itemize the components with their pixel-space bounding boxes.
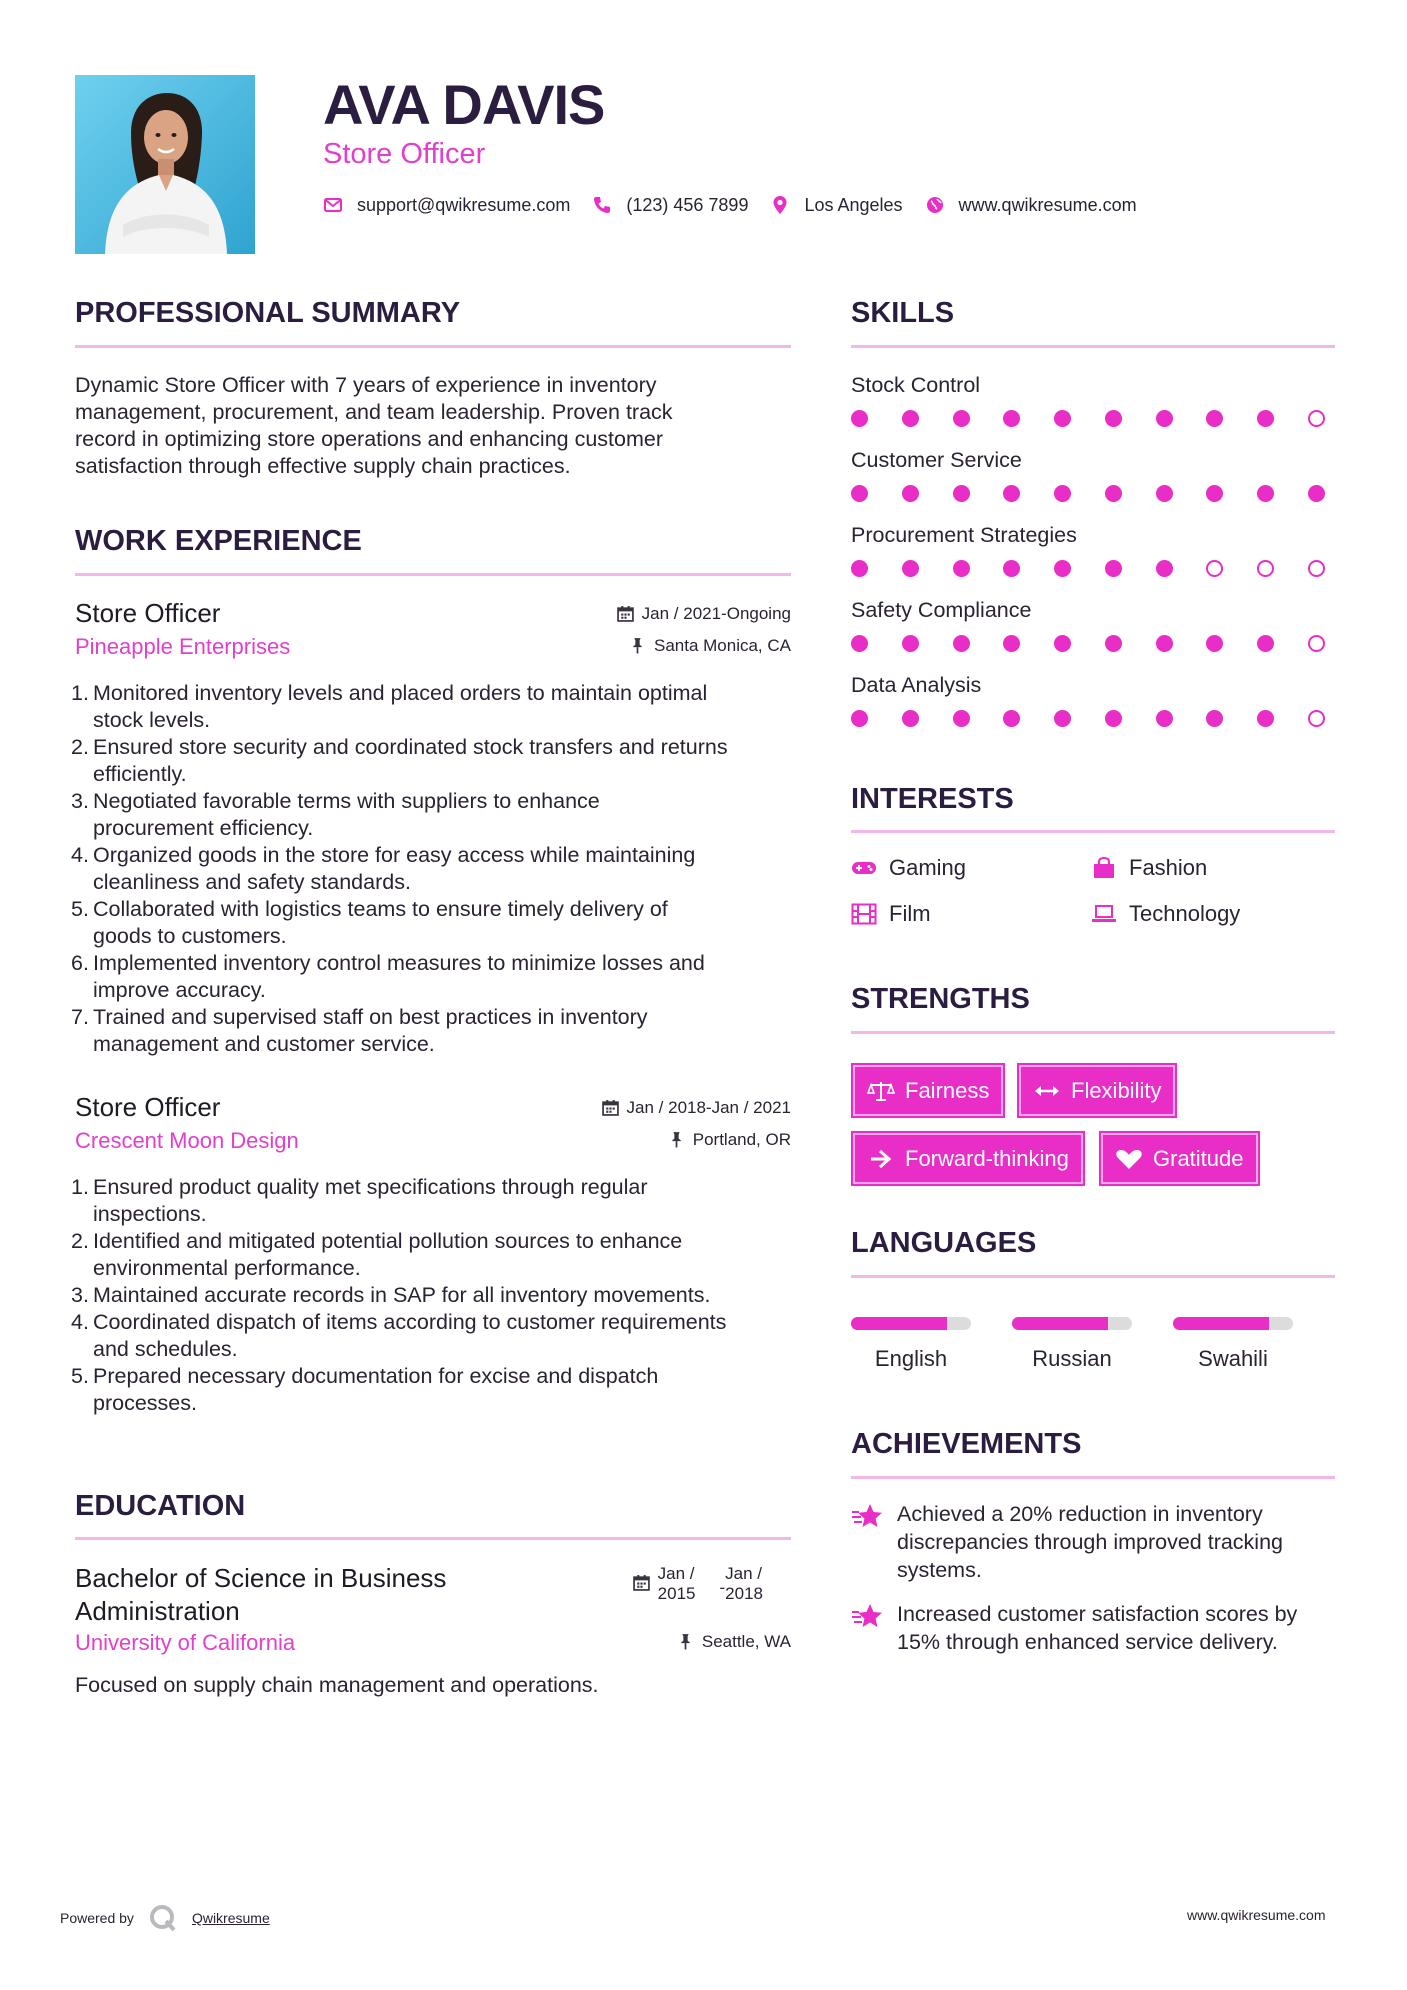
languages-list	[851, 1317, 1334, 1372]
rating-dot-empty	[1308, 710, 1325, 727]
job-date-text: Jan / 2018-Jan / 2021	[626, 1097, 791, 1117]
globe-icon	[925, 195, 945, 215]
rating-dot-filled	[1156, 710, 1173, 727]
job-duties	[71, 1174, 791, 1417]
rating-dot-filled	[1054, 560, 1071, 577]
rating-dot-empty	[1308, 635, 1325, 652]
company-name: Pineapple Enterprises	[75, 634, 291, 659]
job-location	[629, 636, 791, 656]
rating-dot-filled	[851, 560, 868, 577]
rating-dot-filled	[1105, 710, 1122, 727]
language-level-bar	[1173, 1317, 1293, 1330]
footer-url[interactable]: www.qwikresume.com	[1187, 1907, 1326, 1923]
contact-phone[interactable]: (123) 456 7899	[626, 194, 749, 215]
summary-line: satisfaction through effective supply chain practices.	[75, 454, 571, 478]
skill-rating	[851, 635, 1325, 652]
strength-tag: Gratitude	[1101, 1133, 1258, 1184]
skill-name: Stock Control	[851, 373, 981, 397]
profile-photo	[75, 75, 255, 254]
rating-dot-filled	[1206, 485, 1223, 502]
pushpin-icon	[629, 637, 646, 654]
rating-dot-filled	[1105, 635, 1122, 652]
skills-divider	[851, 345, 1335, 348]
summary-text	[75, 372, 791, 480]
pushpin-icon	[677, 1633, 694, 1650]
laptop-icon	[1091, 903, 1117, 925]
rating-dot-filled	[902, 710, 919, 727]
rating-dot-filled	[1003, 485, 1020, 502]
strength-tag: Fairness	[853, 1065, 1003, 1116]
skill-item	[851, 523, 1335, 598]
pushpin-icon	[668, 1131, 685, 1148]
person-portrait-icon	[75, 75, 255, 254]
qwikresume-link[interactable]: Qwikresume	[191, 1910, 270, 1926]
rating-dot-empty	[1206, 560, 1223, 577]
list-item: 1. Monitored inventory levels and placed orders to maintain optimal stock levels.	[71, 681, 708, 732]
rating-dot-empty	[1308, 560, 1325, 577]
strength-tag: Flexibility	[1019, 1065, 1175, 1116]
list-item: 4. Organized goods in the store for easy access while maintaining cleanliness and safety standards.	[71, 843, 696, 894]
strengths-divider	[851, 1031, 1335, 1034]
contact-website[interactable]: www.qwikresume.com	[958, 194, 1137, 215]
education-note: Focused on supply chain management and operations.	[75, 1673, 599, 1697]
list-item: 2. Identified and mitigated potential pollution sources to enhance environmental performance.	[71, 1229, 683, 1280]
rating-dot-filled	[953, 485, 970, 502]
qwikresume-logo-icon	[148, 1903, 178, 1933]
list-item: 3. Maintained accurate records in SAP for all inventory movements.	[71, 1283, 711, 1307]
arrow-right-icon	[867, 1148, 895, 1170]
rating-dot-filled	[1054, 710, 1071, 727]
rating-dot-filled	[1003, 560, 1020, 577]
star-icon	[851, 1502, 883, 1532]
candidate-name: AVA DAVIS	[323, 73, 605, 136]
skill-item	[851, 673, 1335, 748]
interest-item: Film	[851, 901, 931, 927]
job-date-text: Jan / 2021-Ongoing	[641, 603, 791, 623]
achievements-heading: ACHIEVEMENTS	[851, 1428, 1082, 1460]
rating-dot-filled	[851, 410, 868, 427]
skill-name: Data Analysis	[851, 673, 982, 697]
list-item: 3. Negotiated favorable terms with suppliers to enhance procurement efficiency.	[71, 789, 600, 840]
envelope-icon	[323, 195, 343, 215]
rating-dot-filled	[1003, 410, 1020, 427]
achievement-text: Increased customer satisfaction scores by 15% through enhanced service delivery.	[897, 1602, 1298, 1654]
achievements-divider	[851, 1476, 1335, 1479]
rating-dot-filled	[902, 635, 919, 652]
calendar-icon	[602, 1099, 619, 1116]
rating-dot-filled	[1105, 560, 1122, 577]
rating-dot-filled	[1156, 560, 1173, 577]
achievement-item	[851, 1600, 1335, 1656]
education-entry	[75, 1562, 791, 1699]
skill-name: Customer Service	[851, 448, 1022, 472]
experience-divider	[75, 573, 791, 576]
education-date-separator: -	[719, 1578, 726, 1597]
rating-dot-empty	[1257, 560, 1274, 577]
job-entry	[71, 598, 791, 1058]
rating-dot-filled	[1257, 485, 1274, 502]
rating-dot-filled	[1257, 410, 1274, 427]
rating-dot-filled	[953, 560, 970, 577]
language-level-fill	[1012, 1317, 1108, 1330]
language-name: Russian	[1032, 1346, 1112, 1371]
calendar-icon	[617, 605, 634, 622]
strengths-heading: STRENGTHS	[851, 983, 1030, 1015]
language-item	[1012, 1317, 1132, 1372]
rating-dot-filled	[953, 410, 970, 427]
summary-line: management, procurement, and team leadership. Proven track	[75, 400, 673, 424]
shopping-bag-icon	[1091, 857, 1117, 879]
balance-scale-icon	[867, 1080, 895, 1102]
strength-tag: Forward-thinking	[853, 1133, 1083, 1184]
school-location: Seattle, WA	[677, 1632, 791, 1652]
school-name: University of California	[75, 1630, 296, 1655]
rating-dot-filled	[1156, 635, 1173, 652]
skill-rating	[851, 560, 1325, 577]
rating-dot-filled	[1206, 410, 1223, 427]
rating-dot-filled	[1206, 710, 1223, 727]
list-item: 2. Ensured store security and coordinated stock transfers and returns efficiently.	[71, 735, 728, 786]
rating-dot-filled	[953, 635, 970, 652]
rating-dot-filled	[902, 410, 919, 427]
language-level-bar	[1012, 1317, 1132, 1330]
rating-dot-empty	[1308, 410, 1325, 427]
list-item: 5. Prepared necessary documentation for excise and dispatch processes.	[71, 1364, 659, 1415]
languages-heading: LANGUAGES	[851, 1227, 1037, 1259]
interest-item: Gaming	[851, 855, 966, 881]
company-name: Crescent Moon Design	[75, 1128, 299, 1153]
gamepad-icon	[851, 857, 877, 879]
rating-dot-filled	[902, 560, 919, 577]
rating-dot-filled	[851, 710, 868, 727]
language-level-fill	[1173, 1317, 1269, 1330]
interests-divider	[851, 830, 1335, 833]
interest-item: Technology	[1091, 901, 1240, 927]
rating-dot-filled	[1308, 485, 1325, 502]
skill-rating	[851, 410, 1325, 427]
calendar-icon	[633, 1574, 650, 1591]
job-location-text: Portland, OR	[692, 1129, 791, 1149]
rating-dot-filled	[1156, 485, 1173, 502]
skill-item	[851, 598, 1335, 673]
heart-icon	[1115, 1148, 1143, 1170]
language-item	[1173, 1317, 1293, 1372]
rating-dot-filled	[902, 485, 919, 502]
skill-rating	[851, 710, 1325, 727]
skill-rating	[851, 485, 1325, 502]
achievement-text: Achieved a 20% reduction in inventory discrepancies through improved tracking systems.	[897, 1502, 1284, 1582]
rating-dot-filled	[1156, 410, 1173, 427]
degree-title: Bachelor of Science in Business Administration	[75, 1563, 447, 1626]
rating-dot-filled	[1105, 485, 1122, 502]
job-location	[668, 1130, 791, 1150]
skills-list	[851, 373, 1335, 748]
map-marker-icon	[770, 195, 790, 215]
list-item: 6. Implemented inventory control measures to minimize losses and improve accuracy.	[71, 951, 705, 1002]
summary-line: Dynamic Store Officer with 7 years of experience in inventory	[75, 373, 657, 397]
list-item: 5. Collaborated with logistics teams to ensure timely delivery of goods to customers.	[71, 897, 668, 948]
skill-item	[851, 373, 1335, 448]
languages-divider	[851, 1275, 1335, 1278]
summary-line: record in optimizing store operations and enhancing customer	[75, 427, 663, 451]
skill-item	[851, 448, 1335, 523]
contact-location: Los Angeles	[804, 194, 903, 215]
language-level-bar	[851, 1317, 971, 1330]
rating-dot-filled	[851, 485, 868, 502]
rating-dot-filled	[1003, 710, 1020, 727]
interest-item: Fashion	[1091, 855, 1207, 881]
skills-heading: SKILLS	[851, 297, 955, 329]
education-date-end: Jan / 2018	[725, 1564, 763, 1603]
rating-dot-filled	[1054, 635, 1071, 652]
education-date-start: Jan / 2015	[657, 1564, 696, 1603]
language-name: English	[874, 1346, 948, 1371]
rating-dot-filled	[1257, 710, 1274, 727]
list-item: 7. Trained and supervised staff on best practices in inventory management and customer service.	[71, 1005, 648, 1056]
skill-name: Safety Compliance	[851, 598, 1032, 622]
list-item: 1. Ensured product quality met specifications through regular inspections.	[71, 1175, 648, 1226]
language-level-fill	[851, 1317, 947, 1330]
phone-icon	[592, 195, 612, 215]
rating-dot-filled	[1257, 635, 1274, 652]
contact-bar	[323, 194, 1159, 216]
achievement-item	[851, 1500, 1335, 1584]
language-name: Swahili	[1198, 1346, 1268, 1371]
job-duties	[71, 680, 791, 1058]
contact-email[interactable]: support@qwikresume.com	[357, 194, 571, 215]
education-heading: EDUCATION	[75, 1490, 246, 1522]
job-title: Store Officer	[75, 1092, 221, 1122]
powered-by-label: Powered by	[60, 1910, 134, 1926]
arrows-horizontal-icon	[1033, 1080, 1061, 1102]
experience-heading: WORK EXPERIENCE	[75, 525, 362, 557]
film-icon	[851, 903, 877, 925]
job-location-text: Santa Monica, CA	[653, 635, 791, 655]
rating-dot-filled	[851, 635, 868, 652]
rating-dot-filled	[1054, 410, 1071, 427]
star-icon	[851, 1602, 883, 1632]
language-item	[851, 1317, 971, 1372]
summary-divider	[75, 345, 791, 348]
education-date	[633, 1564, 763, 1604]
rating-dot-filled	[953, 710, 970, 727]
summary-heading: PROFESSIONAL SUMMARY	[75, 297, 461, 329]
rating-dot-filled	[1105, 410, 1122, 427]
skill-name: Procurement Strategies	[851, 523, 1077, 547]
job-date	[617, 604, 791, 624]
interests-heading: INTERESTS	[851, 783, 1014, 815]
rating-dot-filled	[1206, 635, 1223, 652]
job-title: Store Officer	[75, 598, 221, 628]
list-item: 4. Coordinated dispatch of items according to customer requirements and schedules.	[71, 1310, 727, 1361]
rating-dot-filled	[1054, 485, 1071, 502]
footer-powered-by	[60, 1903, 270, 1933]
rating-dot-filled	[1003, 635, 1020, 652]
candidate-title: Store Officer	[323, 138, 486, 170]
education-divider	[75, 1537, 791, 1540]
job-entry	[71, 1092, 791, 1417]
job-date	[602, 1098, 791, 1118]
